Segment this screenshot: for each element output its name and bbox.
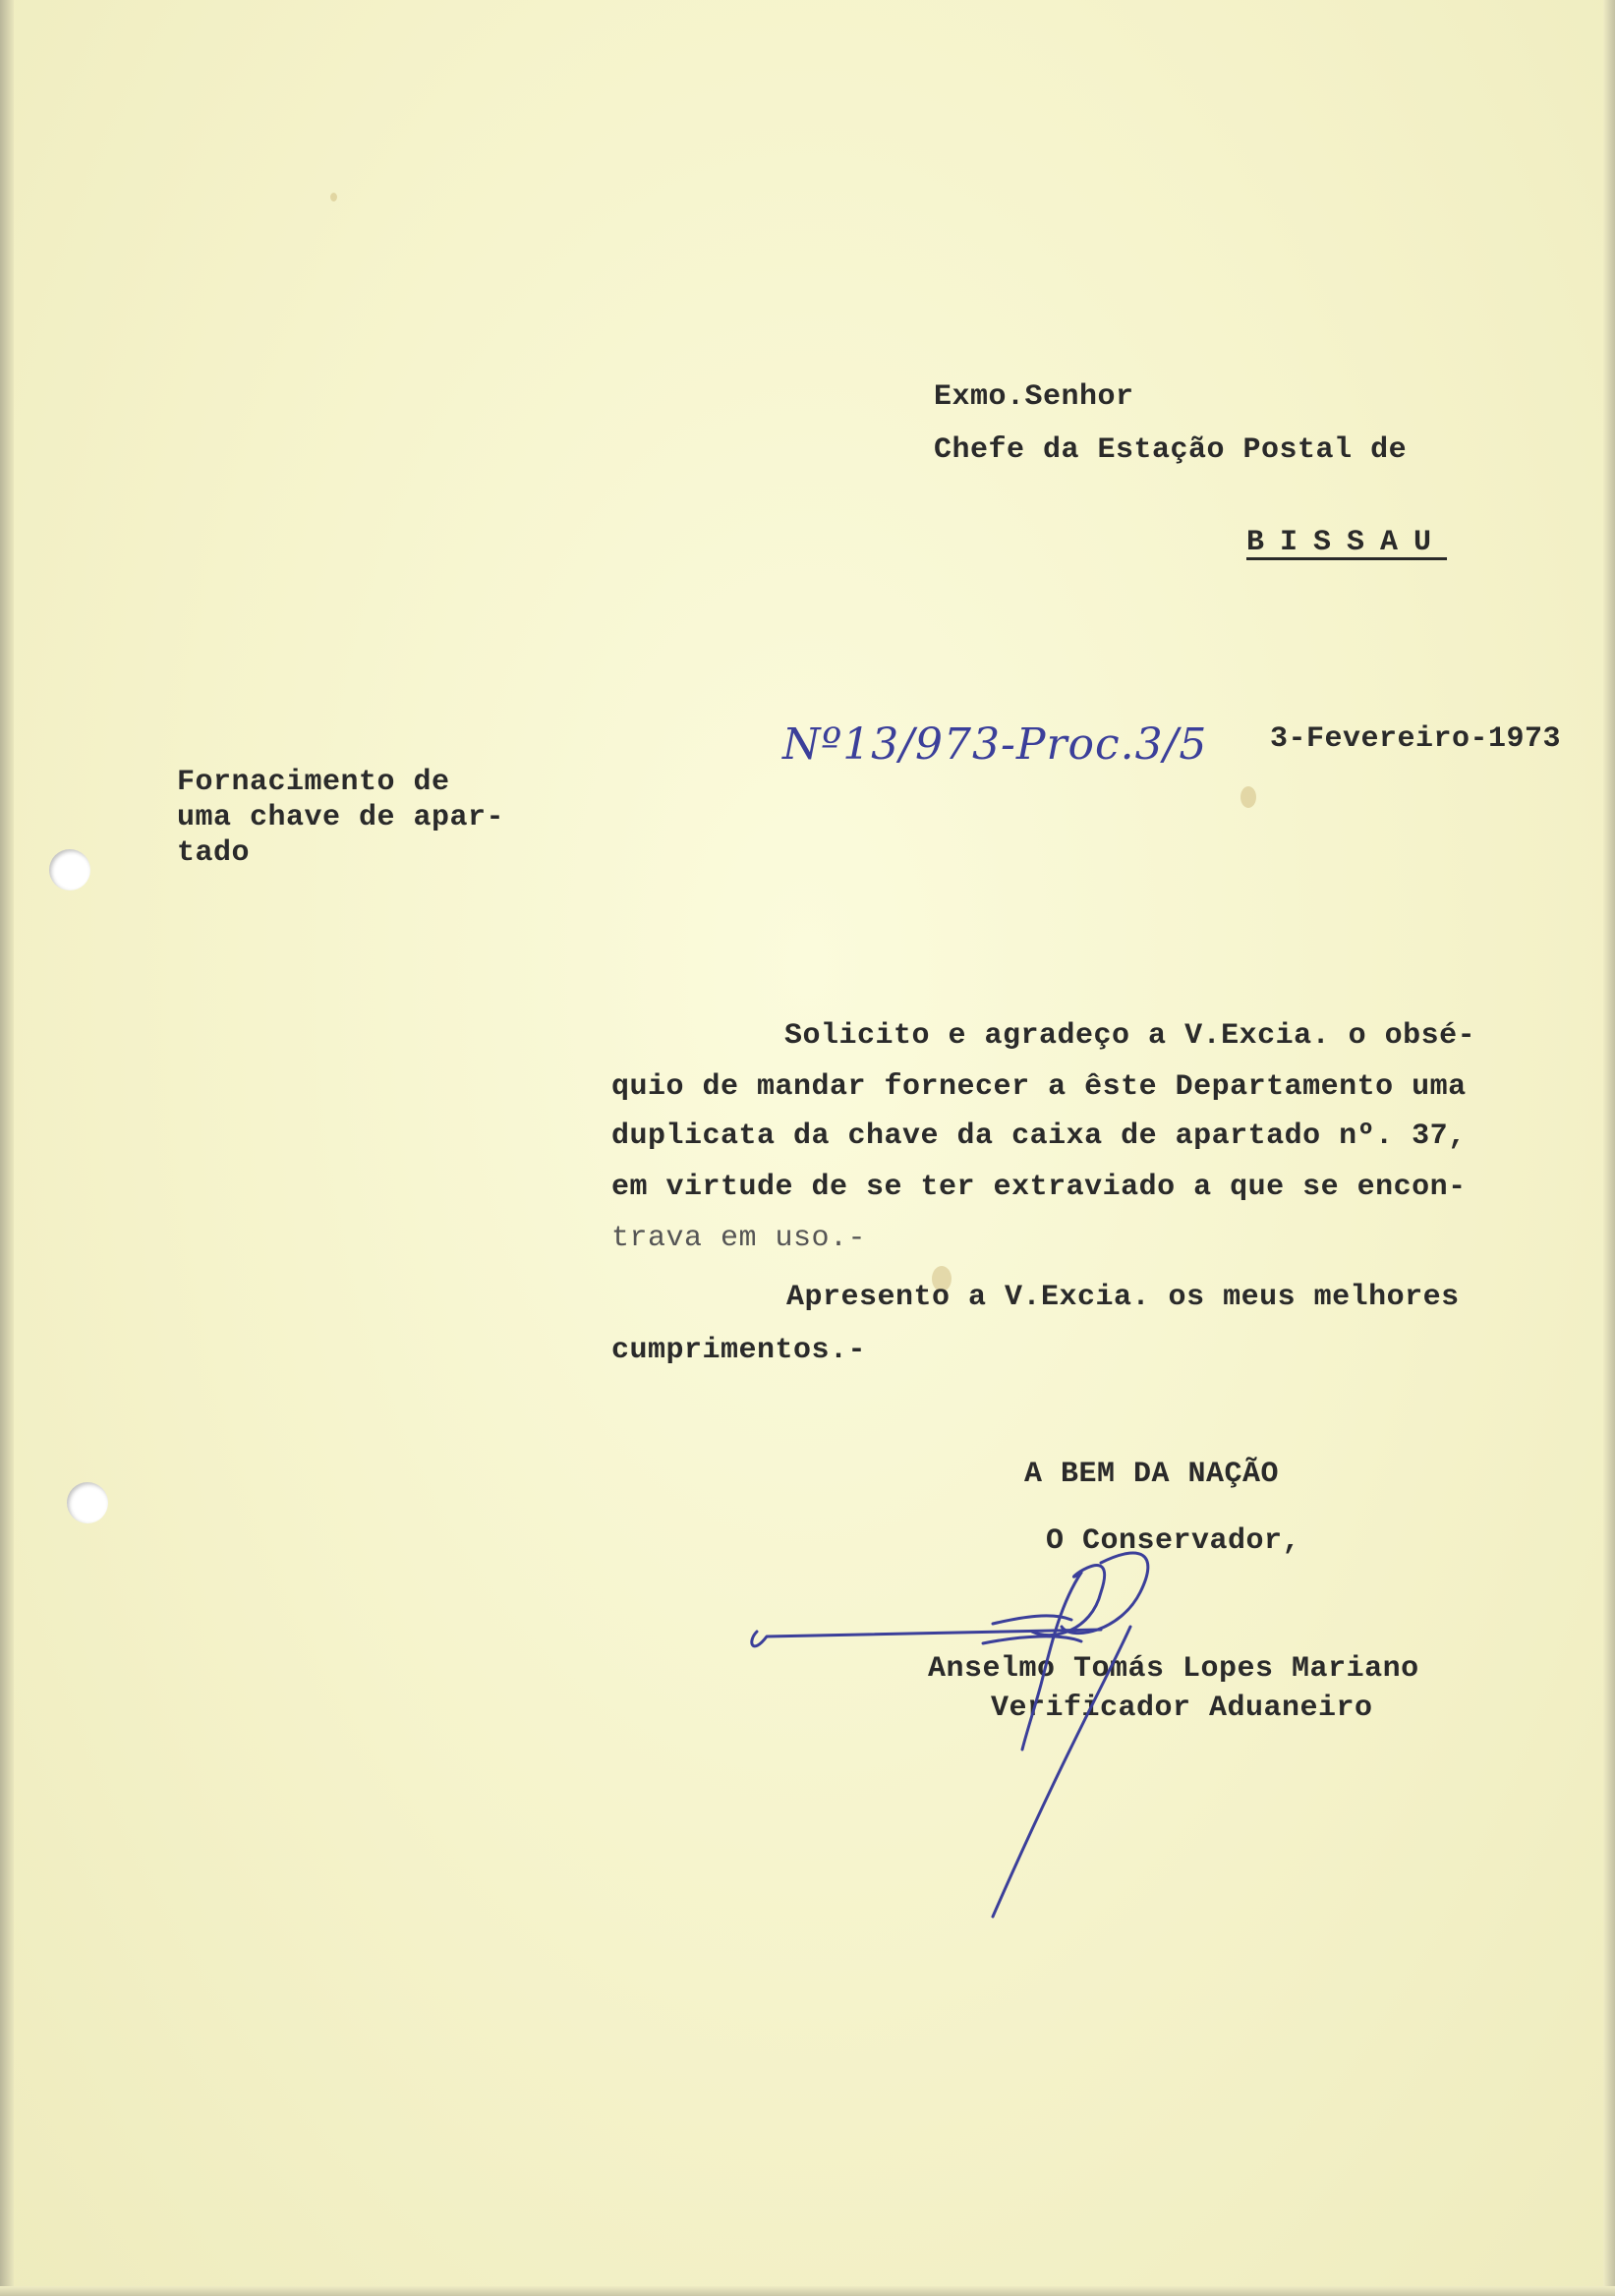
punch-hole-bottom — [67, 1482, 108, 1523]
subject-line: tado — [177, 836, 251, 870]
paper-stain — [330, 193, 337, 201]
body-line: Solicito e agradeço a V.Excia. o obsé- — [784, 1019, 1476, 1053]
signer-position: Verificador Aduaneiro — [991, 1692, 1373, 1725]
closing-line: Apresento a V.Excia. os meus melhores — [786, 1281, 1460, 1314]
body-line: quio de mandar fornecer a êste Departamento uma — [611, 1070, 1467, 1104]
body-line: em virtude de se ter extraviado a que se encon- — [611, 1171, 1467, 1204]
handwritten-signature — [727, 1533, 1317, 1946]
handwritten-reference-number: Nº13/973-Proc.3/5 — [782, 719, 1208, 770]
signer-role: O Conservador, — [1046, 1524, 1301, 1558]
paper-edge-right — [1603, 0, 1615, 2296]
body-line: duplicata da chave da caixa de apartado nº. 37, — [611, 1119, 1467, 1153]
subject-line: uma chave de apar- — [177, 801, 505, 834]
body-line: trava em uso.- — [611, 1222, 867, 1255]
closing-line: cumprimentos.- — [611, 1334, 867, 1367]
signer-name: Anselmo Tomás Lopes Mariano — [928, 1652, 1419, 1686]
punch-hole-top — [49, 849, 90, 890]
letter-date: 3-Fevereiro-1973 — [1270, 722, 1562, 756]
motto: A BEM DA NAÇÃO — [1024, 1458, 1280, 1491]
recipient-city: BISSAU — [1246, 526, 1448, 559]
paper-edge-bottom — [0, 2286, 1615, 2296]
paper-stain — [1240, 786, 1256, 808]
paper-edge-left — [0, 0, 14, 2296]
subject-line: Fornacimento de — [177, 766, 450, 799]
recipient-title: Chefe da Estação Postal de — [934, 433, 1408, 467]
recipient-salutation: Exmo.Senhor — [934, 380, 1134, 414]
